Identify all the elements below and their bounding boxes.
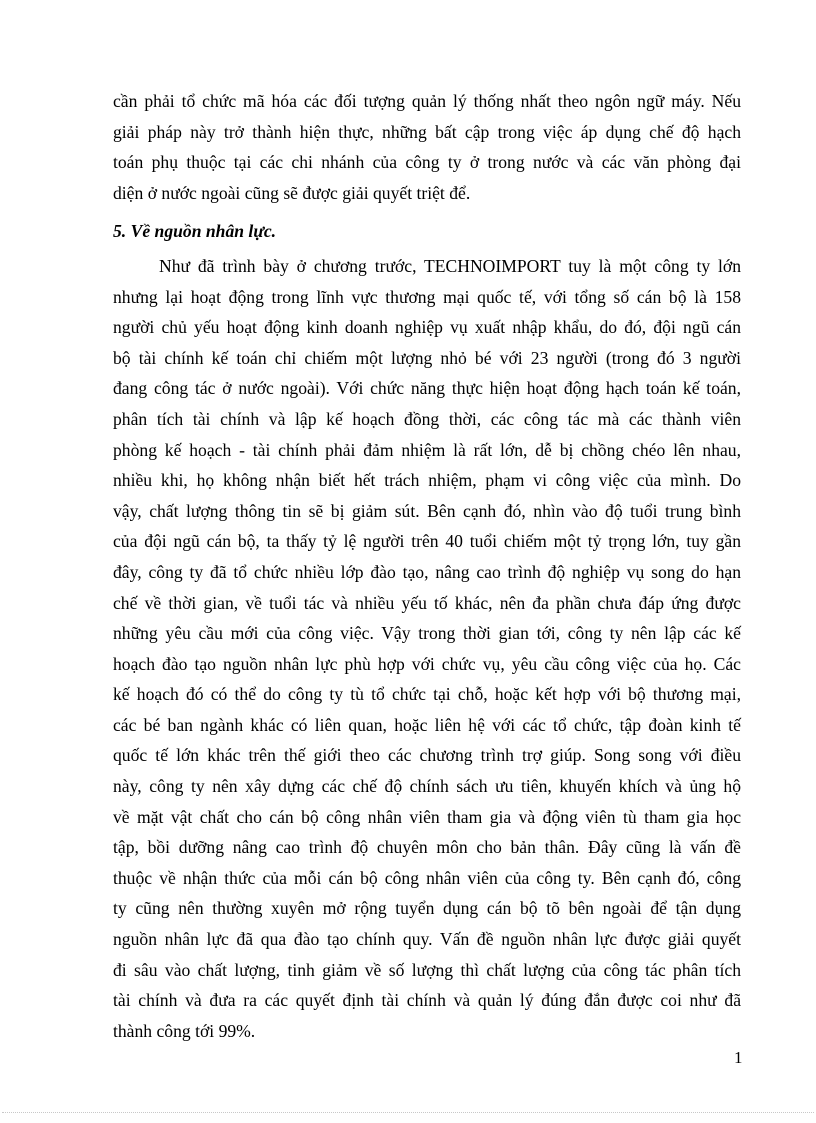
text-line: này, công ty nên xây dựng các chế độ chính sách ưu tiên, khuyến khích và ủng hộ [113,776,741,797]
text-line: kế hoạch đó có thể do công ty tù tổ chức tại chỗ, hoặc kết hợp với bộ thương mại, [113,684,741,705]
text-line: đây, công ty đã tổ chức nhiều lớp đào tạo, nâng cao trình độ nghiệp vụ song do hạn [113,561,741,582]
text-line: tài chính và đưa ra các quyết định tài chính và quản lý đúng đắn được coi như đã [113,990,741,1011]
text-line: các bé ban ngành khác có liên quan, hoặc liên hệ với các tổ chức, tập đoàn kinh tế [113,714,741,735]
text-line: thành công tới 99%. [113,1020,256,1041]
paragraph-main [113,251,741,1046]
text-line: nhưng lại hoạt động trong lĩnh vực thương mại quốc tế, với tổng số cán bộ là 158 [113,286,741,307]
text-line: toán phụ thuộc tại các chi nhánh của công ty ở trong nước và các văn phòng đại [113,152,741,173]
text-line: tập, bồi dưỡng nâng cao trình độ chuyên môn cho bản thân. Đây cũng là vấn đề [113,837,741,858]
text-line: vậy, chất lượng thông tin sẽ bị giảm sút. Bên cạnh đó, nhìn vào độ tuổi trung bình [113,500,741,521]
text-line: giải pháp này trở thành hiện thực, những bất cập trong việc áp dụng chế độ hạch [113,121,741,142]
text-line: ty cũng nên thường xuyên mở rộng tuyển dụng cán bộ tõ bên ngoài để tận dụng [113,898,741,919]
text-line: nguồn nhân lực đã qua đào tạo chính quy. Vấn đề nguồn nhân lực được giải quyết [113,929,741,950]
text-line: đi sâu vào chất lượng, tinh giảm về số lượng thì chất lượng của công tác phân tích [113,959,741,980]
text-line: nhiều khi, họ không nhận biết hết trách nhiệm, phạm vi công việc của mình. Do [113,470,741,491]
text-line: chế về thời gian, về tuổi tác và nhiều yếu tố khác, nên đa phần chưa đáp ứng được [113,592,741,613]
text-line: Như đã trình bày ở chương trước, TECHNOIMPORT tuy là một công ty lớn [159,255,741,276]
text-line: người chủ yếu hoạt động kinh doanh nghiệp vụ xuất nhập khẩu, do đó, đội ngũ cán [113,317,741,338]
section-heading: 5. Về nguồn nhân lực. [113,221,277,242]
body-text [113,86,741,1046]
text-line: đang công tác ở nước ngoài). Với chức năng thực hiện hoạt động hạch toán kế toán, [113,378,741,399]
text-line: phân tích tài chính và lập kế hoạch đồng thời, các công tác mà các thành viên [113,408,741,429]
paragraph-continued [113,86,741,208]
text-line: về mặt vật chất cho cán bộ công nhân viên tham gia và động viên tù tham gia học [113,806,741,827]
text-line: diện ở nước ngoài cũng sẽ được giải quyết triệt để. [113,182,471,203]
text-line: bộ tài chính kế toán chỉ chiếm một lượng nhỏ bé với 23 người (trong đó 3 người [113,347,741,368]
page-number: 1 [734,1048,743,1067]
text-line: hoạch đào tạo nguồn nhân lực phù hợp với chức vụ, yêu cầu công việc của họ. Các [113,653,741,674]
text-line: cần phải tổ chức mã hóa các đối tượng quản lý thống nhất theo ngôn ngữ máy. Nếu [113,91,741,111]
text-line: phòng kế hoạch - tài chính phải đảm nhiệm là rất lớn, dễ bị chồng chéo lên nhau, [113,439,741,460]
page-bottom-divider [2,1112,814,1113]
text-line: quốc tế lớn khác trên thế giới theo các chương trình trợ giúp. Song song với điều [113,745,741,766]
text-line: của đội ngũ cán bộ, ta thấy tỷ lệ người trên 40 tuổi chiếm một tỷ trọng lớn, tuy gần [113,531,741,552]
text-line: thuộc về nhận thức của mỗi cán bộ công nhân viên của công ty. Bên cạnh đó, công [113,867,741,888]
text-line: những yêu cầu mới của công việc. Vậy trong thời gian tới, công ty nên lập các kế [113,623,741,644]
